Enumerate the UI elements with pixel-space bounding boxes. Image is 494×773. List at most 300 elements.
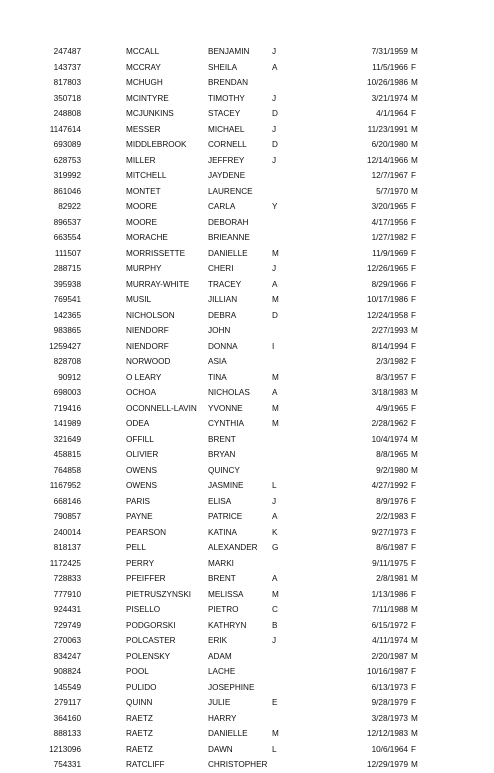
record-id: 143737 bbox=[53, 62, 81, 72]
birth-date: 11/9/1969 bbox=[372, 248, 408, 258]
middle-initial: A bbox=[272, 388, 278, 397]
first-name: ELISA bbox=[208, 496, 232, 506]
birth-date: 12/24/1958 bbox=[367, 310, 408, 320]
sex-code: F bbox=[411, 109, 417, 118]
birth-date: 2/2/1983 bbox=[376, 512, 408, 521]
record-id: 1147614 bbox=[49, 124, 81, 134]
first-name: DONNA bbox=[208, 341, 238, 351]
birth-date: 8/14/1994 bbox=[371, 341, 408, 351]
last-name: MCHUGH bbox=[126, 78, 163, 87]
birth-date: 6/15/1972 bbox=[371, 620, 408, 630]
birth-date: 9/28/1979 bbox=[371, 698, 408, 707]
last-name: POLENSKY bbox=[126, 651, 171, 661]
last-name: RAETZ bbox=[126, 744, 153, 754]
table-row bbox=[0, 463, 494, 479]
sex-code: M bbox=[411, 713, 418, 723]
birth-date: 8/3/1957 bbox=[376, 372, 408, 382]
middle-initial: A bbox=[272, 279, 278, 289]
middle-initial: M bbox=[272, 372, 279, 382]
last-name: PFEIFFER bbox=[126, 574, 166, 583]
birth-date: 5/7/1970 bbox=[376, 186, 408, 196]
first-name: DANIELLE bbox=[208, 729, 248, 738]
middle-initial: M bbox=[272, 589, 279, 599]
record-id: 364160 bbox=[53, 713, 81, 723]
middle-initial: J bbox=[272, 124, 277, 134]
sex-code: F bbox=[411, 682, 417, 692]
last-name: MONTET bbox=[126, 186, 161, 196]
record-id: 350718 bbox=[53, 93, 81, 103]
birth-date: 9/11/1975 bbox=[372, 558, 408, 568]
first-name: JILLIAN bbox=[208, 295, 238, 304]
record-id: 698003 bbox=[53, 388, 81, 397]
sex-code: M bbox=[411, 434, 418, 444]
sex-code: F bbox=[411, 372, 417, 382]
table-row bbox=[0, 261, 494, 277]
birth-date: 12/26/1965 bbox=[367, 264, 408, 273]
first-name: SHEILA bbox=[208, 62, 238, 72]
table-row bbox=[0, 695, 494, 711]
last-name: OCONNELL-LAVIN bbox=[126, 403, 197, 413]
table-row bbox=[0, 571, 494, 587]
first-name: ASIA bbox=[208, 357, 227, 366]
record-id: 142365 bbox=[53, 310, 81, 320]
first-name: JASMINE bbox=[208, 481, 244, 490]
sex-code: F bbox=[411, 543, 417, 552]
last-name: MCCRAY bbox=[126, 62, 161, 72]
sex-code: F bbox=[411, 527, 417, 537]
last-name: PODGORSKI bbox=[126, 620, 176, 630]
table-row bbox=[0, 354, 494, 370]
last-name: MIDDLEBROOK bbox=[126, 140, 187, 149]
table-row bbox=[0, 246, 494, 262]
birth-date: 3/20/1965 bbox=[371, 202, 408, 211]
table-row bbox=[0, 556, 494, 572]
table-row bbox=[0, 680, 494, 696]
table-row bbox=[0, 385, 494, 401]
middle-initial: M bbox=[272, 248, 279, 258]
table-row bbox=[0, 215, 494, 231]
last-name: MORACHE bbox=[126, 233, 168, 242]
record-id: 719416 bbox=[53, 403, 81, 413]
table-row bbox=[0, 184, 494, 200]
table-row bbox=[0, 106, 494, 122]
first-name: YVONNE bbox=[208, 403, 243, 413]
last-name: PAYNE bbox=[126, 512, 153, 521]
table-row bbox=[0, 153, 494, 169]
last-name: PARIS bbox=[126, 496, 150, 506]
birth-date: 9/2/1980 bbox=[376, 465, 408, 475]
record-id: 628753 bbox=[53, 155, 81, 165]
first-name: CYNTHIA bbox=[208, 419, 244, 428]
record-id: 924431 bbox=[53, 605, 81, 614]
last-name: MOORE bbox=[126, 202, 157, 211]
first-name: BRENDAN bbox=[208, 78, 249, 87]
birth-date: 12/7/1967 bbox=[371, 171, 408, 180]
first-name: DANIELLE bbox=[208, 248, 248, 258]
first-name: KATHRYN bbox=[208, 620, 247, 630]
birth-date: 12/12/1983 bbox=[367, 729, 408, 738]
sex-code: F bbox=[411, 171, 417, 180]
record-id: 90912 bbox=[58, 372, 81, 382]
record-id: 764858 bbox=[53, 465, 81, 475]
record-id: 395938 bbox=[53, 279, 81, 289]
birth-date: 10/4/1974 bbox=[371, 434, 408, 444]
last-name: MITCHELL bbox=[126, 171, 167, 180]
record-id: 240014 bbox=[53, 527, 81, 537]
birth-date: 4/27/1992 bbox=[371, 481, 408, 490]
last-name: RAETZ bbox=[126, 713, 153, 723]
last-name: PULIDO bbox=[126, 682, 157, 692]
birth-date: 4/1/1964 bbox=[376, 109, 408, 118]
sex-code: F bbox=[411, 589, 417, 599]
record-id: 729749 bbox=[53, 620, 81, 630]
first-name: JOHN bbox=[208, 326, 231, 335]
sex-code: F bbox=[411, 279, 417, 289]
middle-initial: J bbox=[272, 496, 277, 506]
last-name: NIENDORF bbox=[126, 326, 169, 335]
last-name: ODEA bbox=[126, 419, 150, 428]
sex-code: F bbox=[411, 512, 417, 521]
record-id: 279117 bbox=[54, 698, 81, 707]
middle-initial: E bbox=[272, 698, 278, 707]
last-name: MUSIL bbox=[126, 295, 152, 304]
table-row bbox=[0, 339, 494, 355]
first-name: MARKI bbox=[208, 558, 234, 568]
sex-code: F bbox=[411, 744, 417, 754]
record-id: 983865 bbox=[53, 326, 81, 335]
table-row bbox=[0, 602, 494, 618]
record-id: 145549 bbox=[53, 682, 81, 692]
first-name: CORNELL bbox=[208, 140, 247, 149]
record-id: 1213096 bbox=[49, 744, 81, 754]
birth-date: 12/29/1979 bbox=[367, 760, 408, 769]
table-row bbox=[0, 540, 494, 556]
birth-date: 10/26/1986 bbox=[367, 78, 408, 87]
table-row bbox=[0, 478, 494, 494]
last-name: OFFILL bbox=[126, 434, 154, 444]
sex-code: M bbox=[411, 760, 418, 769]
record-id: 790857 bbox=[53, 512, 81, 521]
sex-code: M bbox=[411, 47, 418, 56]
middle-initial: L bbox=[272, 744, 277, 754]
last-name: MORRISSETTE bbox=[126, 248, 186, 258]
middle-initial: M bbox=[272, 729, 279, 738]
birth-date: 3/18/1983 bbox=[371, 388, 408, 397]
table-row bbox=[0, 447, 494, 463]
birth-date: 7/11/1988 bbox=[372, 605, 408, 614]
last-name: MILLER bbox=[126, 155, 156, 165]
sex-code: F bbox=[411, 403, 417, 413]
first-name: QUINCY bbox=[208, 465, 240, 475]
sex-code: F bbox=[411, 295, 417, 304]
table-row bbox=[0, 308, 494, 324]
record-id: 861046 bbox=[53, 186, 81, 196]
first-name: LACHE bbox=[208, 667, 236, 676]
sex-code: F bbox=[411, 341, 417, 351]
first-name: DEBRA bbox=[208, 310, 237, 320]
last-name: OWENS bbox=[126, 465, 157, 475]
last-name: MOORE bbox=[126, 217, 157, 227]
birth-date: 4/17/1956 bbox=[371, 217, 408, 227]
table-row bbox=[0, 199, 494, 215]
middle-initial: I bbox=[272, 341, 275, 351]
table-row bbox=[0, 292, 494, 308]
sex-code: F bbox=[411, 217, 417, 227]
middle-initial: G bbox=[272, 543, 279, 552]
birth-date: 2/20/1987 bbox=[371, 651, 408, 661]
last-name: PEARSON bbox=[126, 527, 167, 537]
table-row bbox=[0, 137, 494, 153]
birth-date: 8/29/1966 bbox=[371, 279, 408, 289]
record-id: 247487 bbox=[53, 47, 81, 56]
records-table bbox=[0, 44, 494, 773]
birth-date: 8/8/1965 bbox=[376, 450, 408, 459]
first-name: MICHAEL bbox=[208, 124, 245, 134]
record-id: 888133 bbox=[53, 729, 81, 738]
table-row bbox=[0, 587, 494, 603]
middle-initial: A bbox=[272, 512, 278, 521]
record-id: 319992 bbox=[53, 171, 81, 180]
last-name: OLIVIER bbox=[126, 450, 159, 459]
first-name: PATRICE bbox=[208, 512, 243, 521]
middle-initial: B bbox=[272, 620, 278, 630]
table-row bbox=[0, 618, 494, 634]
middle-initial: J bbox=[272, 47, 277, 56]
table-row bbox=[0, 416, 494, 432]
record-id: 896537 bbox=[53, 217, 81, 227]
middle-initial: D bbox=[272, 140, 278, 149]
middle-initial: M bbox=[272, 403, 279, 413]
table-row bbox=[0, 44, 494, 60]
first-name: TRACEY bbox=[208, 279, 242, 289]
first-name: NICHOLAS bbox=[208, 388, 250, 397]
first-name: BRIEANNE bbox=[208, 233, 250, 242]
last-name: O LEARY bbox=[126, 372, 162, 382]
last-name: PISELLO bbox=[126, 605, 161, 614]
sex-code: F bbox=[411, 667, 417, 676]
record-id: 1259427 bbox=[49, 341, 81, 351]
birth-date: 8/6/1987 bbox=[376, 543, 408, 552]
record-id: 663554 bbox=[53, 233, 81, 242]
sex-code: M bbox=[411, 186, 418, 196]
first-name: DEBORAH bbox=[208, 217, 249, 227]
last-name: POLCASTER bbox=[126, 636, 176, 645]
sex-code: F bbox=[411, 481, 417, 490]
table-row bbox=[0, 742, 494, 758]
birth-date: 12/14/1966 bbox=[367, 155, 408, 165]
last-name: PIETRUSZYNSKI bbox=[126, 589, 192, 599]
middle-initial: J bbox=[272, 155, 277, 165]
middle-initial: D bbox=[272, 310, 278, 320]
table-row bbox=[0, 664, 494, 680]
middle-initial: M bbox=[272, 419, 279, 428]
record-id: 270063 bbox=[53, 636, 81, 645]
sex-code: M bbox=[411, 388, 418, 397]
middle-initial: K bbox=[272, 527, 278, 537]
last-name: QUINN bbox=[126, 698, 153, 707]
last-name: NORWOOD bbox=[126, 357, 171, 366]
birth-date: 4/9/1965 bbox=[376, 403, 408, 413]
table-row bbox=[0, 432, 494, 448]
first-name: HARRY bbox=[208, 713, 237, 723]
last-name: MURRAY-WHITE bbox=[126, 279, 190, 289]
birth-date: 4/11/1974 bbox=[372, 636, 408, 645]
sex-code: F bbox=[411, 62, 417, 72]
birth-date: 2/28/1962 bbox=[371, 419, 408, 428]
first-name: JULIE bbox=[208, 698, 231, 707]
last-name: RATCLIFF bbox=[126, 760, 165, 769]
middle-initial: J bbox=[272, 264, 277, 273]
last-name: POOL bbox=[126, 667, 149, 676]
middle-initial: Y bbox=[272, 202, 278, 211]
sex-code: M bbox=[411, 155, 418, 165]
first-name: KATINA bbox=[208, 527, 237, 537]
sex-code: M bbox=[411, 450, 418, 459]
birth-date: 10/17/1986 bbox=[367, 295, 408, 304]
record-id: 248808 bbox=[53, 109, 81, 118]
first-name: ADAM bbox=[208, 651, 232, 661]
last-name: MESSER bbox=[126, 124, 161, 134]
table-row bbox=[0, 509, 494, 525]
table-row bbox=[0, 60, 494, 76]
last-name: MURPHY bbox=[126, 264, 162, 273]
birth-date: 2/27/1993 bbox=[371, 326, 408, 335]
table-row bbox=[0, 91, 494, 107]
sex-code: F bbox=[411, 419, 417, 428]
record-id: 754331 bbox=[53, 760, 81, 769]
record-id: 1172425 bbox=[49, 558, 81, 568]
first-name: JAYDENE bbox=[208, 171, 246, 180]
sex-code: M bbox=[411, 140, 418, 149]
birth-date: 2/8/1981 bbox=[376, 574, 408, 583]
sex-code: F bbox=[411, 202, 417, 211]
table-row bbox=[0, 711, 494, 727]
first-name: MELISSA bbox=[208, 589, 244, 599]
table-row bbox=[0, 726, 494, 742]
birth-date: 10/16/1987 bbox=[367, 667, 408, 676]
record-id: 458815 bbox=[53, 450, 81, 459]
sex-code: M bbox=[411, 78, 418, 87]
record-id: 728833 bbox=[53, 574, 81, 583]
first-name: CHRISTOPHER bbox=[208, 760, 268, 769]
first-name: TINA bbox=[208, 372, 227, 382]
sex-code: M bbox=[411, 651, 418, 661]
sex-code: M bbox=[411, 729, 418, 738]
last-name: NICHOLSON bbox=[126, 310, 175, 320]
first-name: DAWN bbox=[208, 744, 233, 754]
middle-initial: A bbox=[272, 62, 278, 72]
middle-initial: L bbox=[272, 481, 277, 490]
table-row bbox=[0, 277, 494, 293]
middle-initial: D bbox=[272, 109, 278, 118]
table-row bbox=[0, 757, 494, 773]
record-id: 1167952 bbox=[49, 481, 81, 490]
birth-date: 11/5/1966 bbox=[372, 62, 408, 72]
table-row bbox=[0, 401, 494, 417]
sex-code: M bbox=[411, 326, 418, 335]
first-name: PIETRO bbox=[208, 605, 239, 614]
sex-code: M bbox=[411, 124, 418, 134]
birth-date: 2/3/1982 bbox=[376, 357, 408, 366]
first-name: JOSEPHINE bbox=[208, 682, 255, 692]
last-name: MCCALL bbox=[126, 47, 160, 56]
first-name: TIMOTHY bbox=[208, 93, 245, 103]
birth-date: 6/20/1980 bbox=[371, 140, 408, 149]
last-name: MCINTYRE bbox=[126, 93, 169, 103]
sex-code: M bbox=[411, 605, 418, 614]
last-name: OWENS bbox=[126, 481, 157, 490]
sex-code: F bbox=[411, 264, 417, 273]
record-id: 769541 bbox=[53, 295, 81, 304]
sex-code: F bbox=[411, 496, 417, 506]
sex-code: M bbox=[411, 465, 418, 475]
record-id: 828708 bbox=[53, 357, 81, 366]
first-name: BRYAN bbox=[208, 450, 236, 459]
table-row bbox=[0, 649, 494, 665]
table-row bbox=[0, 525, 494, 541]
first-name: BRENT bbox=[208, 434, 236, 444]
sex-code: F bbox=[411, 248, 417, 258]
sex-code: F bbox=[411, 357, 417, 366]
first-name: CARLA bbox=[208, 202, 236, 211]
record-id: 668146 bbox=[53, 496, 81, 506]
table-row bbox=[0, 122, 494, 138]
sex-code: F bbox=[411, 620, 417, 630]
table-row bbox=[0, 168, 494, 184]
record-id: 908824 bbox=[53, 667, 81, 676]
birth-date: 1/13/1986 bbox=[371, 589, 408, 599]
birth-date: 7/31/1959 bbox=[371, 47, 408, 56]
middle-initial: J bbox=[272, 636, 277, 645]
record-id: 82922 bbox=[58, 202, 81, 211]
last-name: MCJUNKINS bbox=[126, 109, 174, 118]
record-id: 288715 bbox=[53, 264, 81, 273]
middle-initial: A bbox=[272, 574, 278, 583]
middle-initial: C bbox=[272, 605, 278, 614]
record-id: 141989 bbox=[53, 419, 81, 428]
middle-initial: J bbox=[272, 93, 277, 103]
record-id: 321649 bbox=[53, 434, 81, 444]
sex-code: F bbox=[411, 310, 417, 320]
birth-date: 1/27/1982 bbox=[371, 233, 408, 242]
record-id: 817803 bbox=[53, 78, 81, 87]
first-name: ERIK bbox=[208, 636, 228, 645]
birth-date: 11/23/1991 bbox=[367, 124, 408, 134]
record-id: 818137 bbox=[53, 543, 81, 552]
first-name: BENJAMIN bbox=[208, 47, 250, 56]
birth-date: 8/9/1976 bbox=[376, 496, 408, 506]
last-name: PERRY bbox=[126, 558, 155, 568]
record-id: 834247 bbox=[53, 651, 81, 661]
record-id: 111507 bbox=[54, 248, 81, 258]
middle-initial: M bbox=[272, 295, 279, 304]
table-row bbox=[0, 75, 494, 91]
table-row bbox=[0, 230, 494, 246]
birth-date: 3/28/1973 bbox=[371, 713, 408, 723]
last-name: RAETZ bbox=[126, 729, 153, 738]
birth-date: 10/6/1964 bbox=[371, 744, 408, 754]
birth-date: 3/21/1974 bbox=[371, 93, 408, 103]
record-id: 777910 bbox=[53, 589, 81, 599]
first-name: JEFFREY bbox=[208, 155, 245, 165]
first-name: STACEY bbox=[208, 109, 241, 118]
sex-code: F bbox=[411, 558, 417, 568]
table-row bbox=[0, 633, 494, 649]
birth-date: 6/13/1973 bbox=[371, 682, 408, 692]
birth-date: 9/27/1973 bbox=[371, 527, 408, 537]
record-id: 693089 bbox=[53, 140, 81, 149]
sex-code: M bbox=[411, 93, 418, 103]
